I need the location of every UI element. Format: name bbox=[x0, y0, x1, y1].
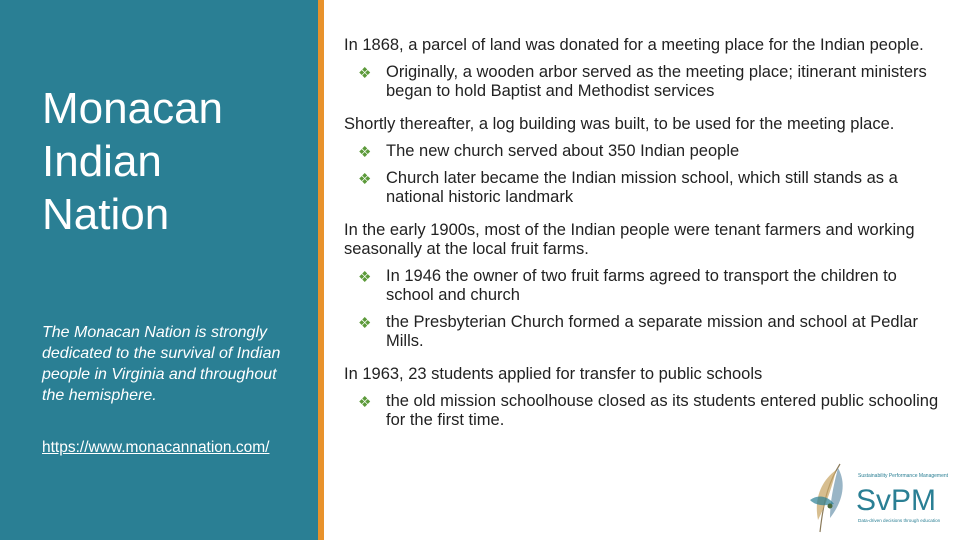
list-item bbox=[344, 392, 949, 430]
list-item bbox=[344, 313, 949, 351]
diamond-bullet-icon: ❖ bbox=[358, 65, 372, 82]
title-line-3: Nation bbox=[42, 190, 170, 239]
diamond-bullet-icon: ❖ bbox=[358, 315, 372, 332]
paragraph-1963: In 1963, 23 students applied for transfer to public schools bbox=[344, 365, 763, 383]
bullet-list bbox=[344, 392, 949, 430]
bullet-list bbox=[344, 142, 949, 207]
bullet-text: In 1946 the owner of two fruit farms agreed to transport the children to school and church bbox=[386, 267, 897, 304]
paragraph-log-building: Shortly thereafter, a log building was built, to be used for the meeting place. bbox=[344, 115, 895, 133]
list-item bbox=[344, 169, 949, 207]
monacan-website-link[interactable]: https://www.monacannation.com/ bbox=[42, 439, 270, 456]
svpm-logo bbox=[800, 460, 950, 538]
left-panel bbox=[0, 0, 318, 540]
section-log-building bbox=[344, 115, 949, 207]
main-content bbox=[344, 36, 949, 430]
feather-icon bbox=[810, 464, 843, 532]
slide-title bbox=[42, 82, 302, 241]
bullet-list bbox=[344, 267, 949, 351]
nation-description: The Monacan Nation is strongly dedicated to the survival of Indian people in Virginia and throughout the hemisphere. bbox=[42, 324, 281, 404]
logo-name: SvPM bbox=[856, 484, 937, 517]
list-item bbox=[344, 267, 949, 305]
diamond-bullet-icon: ❖ bbox=[358, 394, 372, 411]
paragraph-1868: In 1868, a parcel of land was donated for a meeting place for the Indian people. bbox=[344, 36, 924, 54]
logo-tagline: Sustainability Performance Management bbox=[858, 473, 949, 479]
diamond-bullet-icon: ❖ bbox=[358, 269, 372, 286]
logo-subtext: Data-driven decisions through education bbox=[858, 518, 941, 523]
bullet-list bbox=[344, 63, 949, 101]
bullet-text: Originally, a wooden arbor served as the meeting place; itinerant ministers began to hold Baptist and Methodist services bbox=[386, 63, 927, 100]
section-1868 bbox=[344, 36, 949, 101]
bullet-text: the Presbyterian Church formed a separate mission and school at Pedlar Mills. bbox=[386, 313, 918, 350]
title-line-1: Monacan bbox=[42, 84, 224, 133]
list-item bbox=[344, 63, 949, 101]
bullet-text: The new church served about 350 Indian people bbox=[386, 142, 740, 160]
bullet-text: Church later became the Indian mission school, which still stands as a national historic landmark bbox=[386, 169, 898, 206]
diamond-bullet-icon: ❖ bbox=[358, 171, 372, 188]
diamond-bullet-icon: ❖ bbox=[358, 144, 372, 161]
list-item bbox=[344, 142, 949, 161]
bullet-text: the old mission schoolhouse closed as its students entered public schooling for the first time. bbox=[386, 392, 939, 429]
title-line-2: Indian bbox=[42, 137, 162, 186]
section-1963 bbox=[344, 365, 949, 430]
paragraph-1900s: In the early 1900s, most of the Indian people were tenant farmers and working seasonally at the local fruit farms. bbox=[344, 221, 915, 258]
section-1900s bbox=[344, 221, 949, 351]
accent-divider bbox=[318, 0, 324, 540]
